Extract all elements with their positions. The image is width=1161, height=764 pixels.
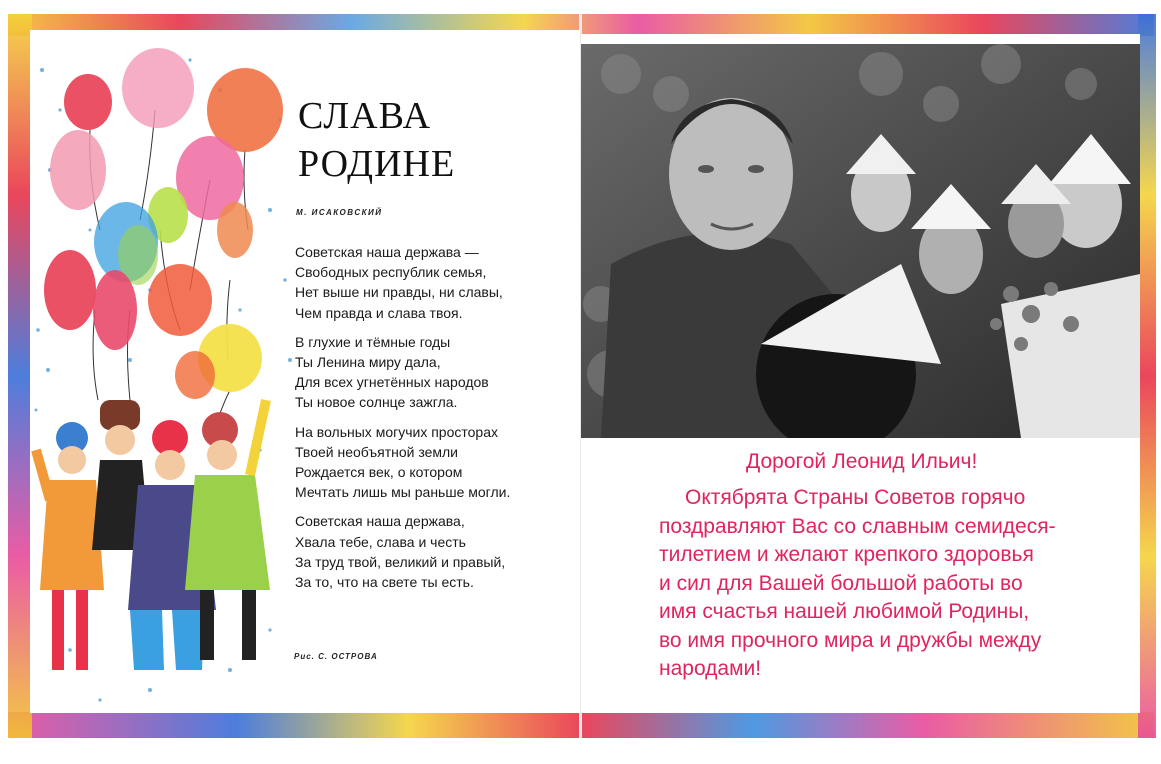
greeting-title: Дорогой Леонид Ильич! <box>746 450 978 473</box>
poem-body <box>295 242 510 601</box>
poem-line: Советская наша держава — <box>295 244 479 260</box>
poem-title-line: СЛАВА <box>298 95 432 137</box>
illustration-credit: Рис. С. ОСТРОВА <box>294 652 378 661</box>
poem-title-line: РОДИНЕ <box>298 143 456 185</box>
poem-line: Ты Ленина миру дала, <box>295 354 441 371</box>
poem-line: Советская наша держава, <box>295 513 465 530</box>
poem-line: Чем правда и слава твоя. <box>295 304 463 321</box>
left-page <box>30 30 580 713</box>
poem-author: М. ИСАКОВСКИЙ <box>296 208 383 217</box>
greeting-line: тилетием и желают крепкого здоровья <box>659 543 1034 566</box>
poem-line: За труд твой, великий и правый, <box>295 553 506 570</box>
poem-line: За то, что на свете ты есть. <box>295 574 474 591</box>
balloons-children-illustration <box>30 30 300 713</box>
greeting-line: во имя прочного мира и дружбы между <box>659 628 1042 652</box>
poem-line: Мечтать лишь мы раньше могли. <box>295 484 511 501</box>
photo-man-with-children <box>581 44 1140 438</box>
poem-line: Нет выше ни правды, ни славы, <box>295 284 503 301</box>
greeting-line: Октябрята Страны Советов горячо <box>685 486 1026 509</box>
greeting-line: и сил для Вашей большой работы во <box>659 571 1023 595</box>
poem-stanza <box>295 242 510 323</box>
right-page <box>581 34 1140 713</box>
poem-line: В глухие и тёмные годы <box>295 333 451 350</box>
poem-stanza <box>295 422 510 503</box>
poem-stanza <box>295 511 510 592</box>
poem-stanza <box>295 332 510 413</box>
greeting-line: имя счастья нашей любимой Родины, <box>659 600 1030 623</box>
poem-line: Ты новое солнце зажгла. <box>295 394 458 411</box>
poem-line: Свободных республик семья, <box>295 264 487 281</box>
poem-line: Хвала тебе, слава и честь <box>295 533 466 550</box>
greeting-line: поздравляют Вас со славным семидеся- <box>659 514 1056 538</box>
poem-line: Твоей необъятной земли <box>295 443 458 460</box>
greeting-line: народами! <box>659 657 762 680</box>
poem-line: Рождается век, о котором <box>295 464 463 481</box>
poem-line: На вольных могучих просторах <box>295 423 498 440</box>
poem-title <box>298 92 455 188</box>
poem-line: Для всех угнетённых народов <box>295 374 489 391</box>
greeting-body <box>659 484 1114 684</box>
